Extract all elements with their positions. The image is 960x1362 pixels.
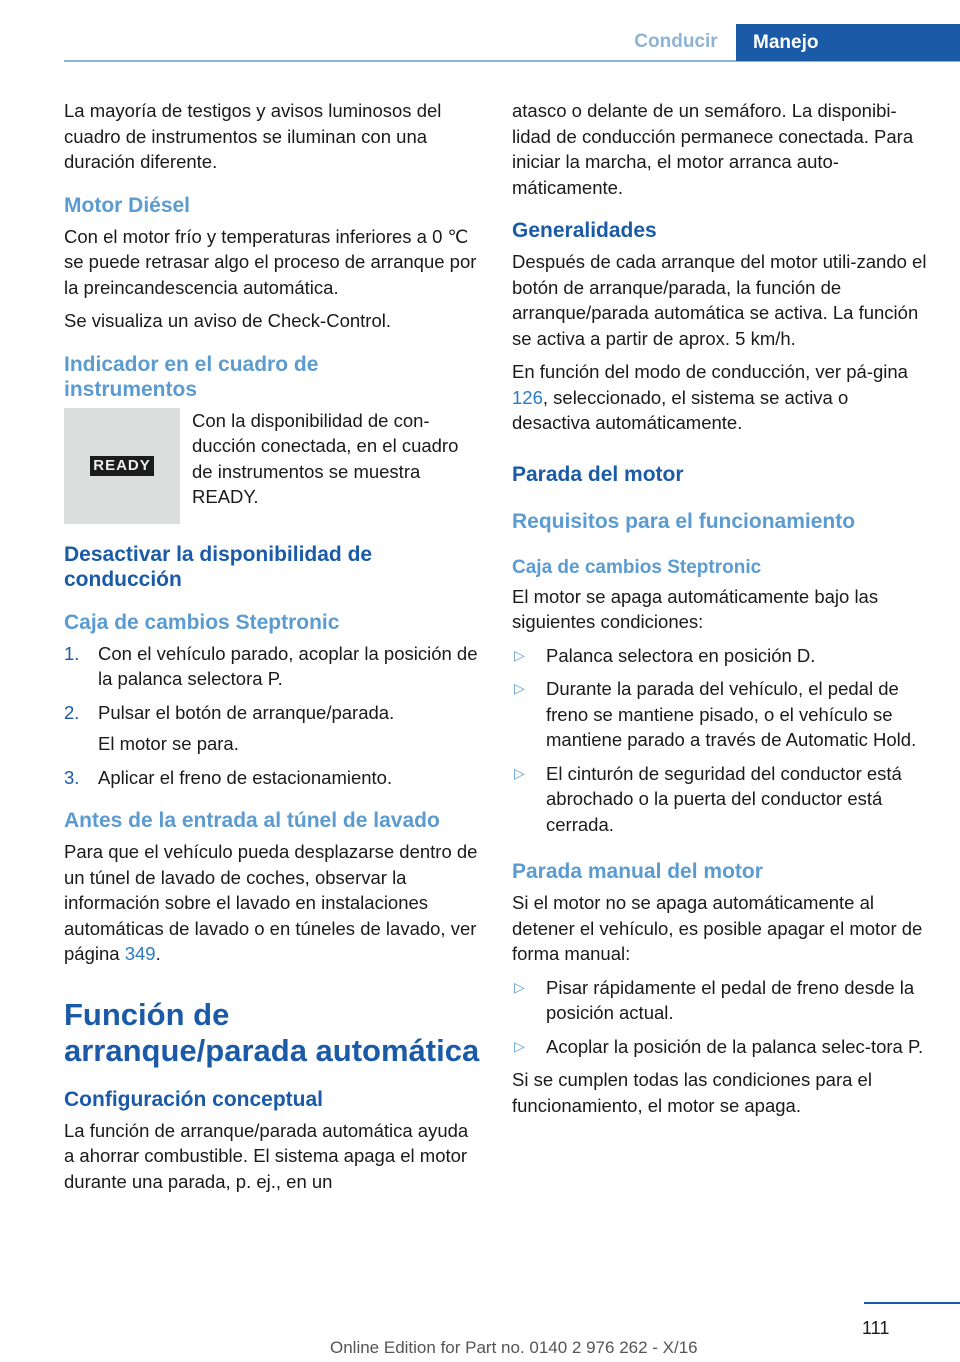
condition-text: Palanca selectora en posición D. bbox=[546, 644, 816, 666]
condition-text: Durante la parada del vehículo, el pedal de freno se mantiene pisado, o el vehículo se mantiene parado a través de Automatic Hold. bbox=[546, 678, 917, 750]
step-text: Pulsar el botón de arranque/parada. bbox=[98, 701, 395, 723]
list-item bbox=[512, 643, 928, 669]
tab-conducir[interactable]: Conducir bbox=[634, 31, 718, 52]
general-heading: Generalidades bbox=[512, 219, 657, 242]
continued-paragraph: atasco o delante de un semáforo. La disponibi-lidad de conducción permanece conectada. Para iniciar la marcha, el motor arranca auto-máticamente. bbox=[512, 100, 914, 198]
triangle-bullet-icon: ▷ bbox=[514, 680, 525, 696]
manual-heading: Parada manual del motor bbox=[512, 860, 763, 883]
step-number: 1. bbox=[64, 642, 80, 664]
conditions-list bbox=[512, 643, 928, 838]
manual-step-text: Pisar rápidamente el pedal de freno desde la posición actual. bbox=[546, 976, 915, 1023]
carwash-paragraph bbox=[64, 839, 480, 967]
section-heading: Función de arranque/parada automática bbox=[64, 996, 480, 1068]
step-note: El motor se para. bbox=[98, 733, 239, 754]
check-control-paragraph: Se visualiza un aviso de Check-Control. bbox=[64, 310, 391, 331]
stop-heading: Parada del motor bbox=[512, 462, 684, 486]
carwash-heading: Antes de la entrada al túnel de lavado bbox=[64, 809, 440, 832]
triangle-bullet-icon: ▷ bbox=[514, 646, 525, 663]
list-item bbox=[64, 641, 480, 692]
manual-step-text: Acoplar la posición de la palanca selec-tora P. bbox=[546, 1035, 924, 1057]
indicator-heading: Indicador en el cuadro de instrumentos bbox=[64, 352, 319, 401]
manual-paragraph: Si el motor no se apaga automáticamente al detener el vehículo, es posible apagar el motor de forma manual: bbox=[512, 892, 923, 964]
steptronic-subheading: Caja de cambios Steptronic bbox=[512, 556, 762, 578]
list-item bbox=[64, 700, 480, 726]
triangle-bullet-icon: ▷ bbox=[514, 978, 525, 995]
diesel-paragraph: Con el motor frío y temperaturas inferiores a 0 ℃ se puede retrasar algo el proceso de arranque por la preincandescencia automática. bbox=[64, 225, 477, 298]
intro-paragraph: La mayoría de testigos y avisos luminosos del cuadro de instrumentos se iluminan con una duración diferente. bbox=[64, 100, 442, 172]
indicator-text: Con la disponibilidad de con-ducción conectada, en el cuadro de instrumentos se muestra READY. bbox=[192, 409, 459, 507]
steptronic-heading: Caja de cambios Steptronic bbox=[64, 610, 340, 634]
page-link-126[interactable]: 126 bbox=[512, 386, 543, 408]
diesel-heading: Motor Diésel bbox=[64, 193, 191, 217]
ready-label: READY bbox=[90, 456, 154, 476]
requirements-heading: Requisitos para el funcionamiento bbox=[512, 509, 856, 533]
left-column bbox=[64, 98, 480, 1202]
list-item bbox=[512, 761, 928, 838]
step-number: 3. bbox=[64, 766, 80, 788]
steptronic-paragraph: El motor se apaga automáticamente bajo las siguientes condiciones: bbox=[512, 585, 879, 632]
triangle-bullet-icon: ▷ bbox=[514, 764, 525, 781]
list-item bbox=[512, 676, 928, 753]
edition-footer: Online Edition for Part no. 0140 2 976 262 - X/16 bbox=[330, 1338, 698, 1357]
deactivate-steps bbox=[64, 641, 480, 791]
page-link-349[interactable]: 349 bbox=[124, 943, 156, 964]
ready-indicator-image bbox=[64, 408, 180, 524]
condition-text: El cinturón de seguridad del conductor está abrochado o la puerta del conductor está cerrada. bbox=[546, 762, 902, 835]
step-text: Con el vehículo parado, acoplar la posición de la palanca selectora P. bbox=[98, 642, 478, 689]
footer-rule bbox=[864, 1302, 960, 1304]
carwash-text: Para que el vehículo pueda desplazarse dentro de un túnel de lavado de coches, observar la información sobre el lavado en instalaciones automáticas de lavado o en túneles de lavado, ver página bbox=[64, 841, 478, 964]
step-text: Aplicar el freno de estacionamiento. bbox=[98, 766, 393, 788]
list-item bbox=[512, 1034, 928, 1060]
page-number: 111 bbox=[862, 1318, 890, 1338]
carwash-end: . bbox=[155, 943, 161, 964]
tab-manejo[interactable]: Manejo bbox=[736, 24, 960, 61]
list-item bbox=[64, 765, 480, 791]
step-number: 2. bbox=[64, 701, 80, 723]
deactivate-heading: Desactivar la disponibilidad de conducción bbox=[64, 542, 373, 591]
triangle-bullet-icon: ▷ bbox=[514, 1037, 525, 1054]
concept-paragraph: La función de arranque/parada automática ayuda a ahorrar combustible. El sistema apaga el motor durante una parada, p. ej., en un bbox=[64, 1119, 469, 1192]
manual-steps-list bbox=[512, 975, 928, 1060]
mode-paragraph bbox=[512, 359, 928, 436]
final-paragraph: Si se cumplen todas las condiciones para el funcionamiento, el motor se apaga. bbox=[512, 1069, 872, 1116]
ready-indicator-block bbox=[64, 408, 480, 524]
general-paragraph: Después de cada arranque del motor utili-zando el botón de arranque/parada, la función de arranque/parada automática se activa. La función se activa a partir de aprox. 5 km/h. bbox=[512, 251, 927, 349]
concept-heading: Configuración conceptual bbox=[64, 1087, 324, 1111]
mode-text: En función del modo de conducción, ver pá-gina bbox=[512, 361, 908, 382]
list-item bbox=[512, 975, 928, 1026]
right-column bbox=[512, 98, 928, 1126]
mode-text-end: , seleccionado, el sistema se activa o desactiva automáticamente. bbox=[512, 386, 849, 433]
